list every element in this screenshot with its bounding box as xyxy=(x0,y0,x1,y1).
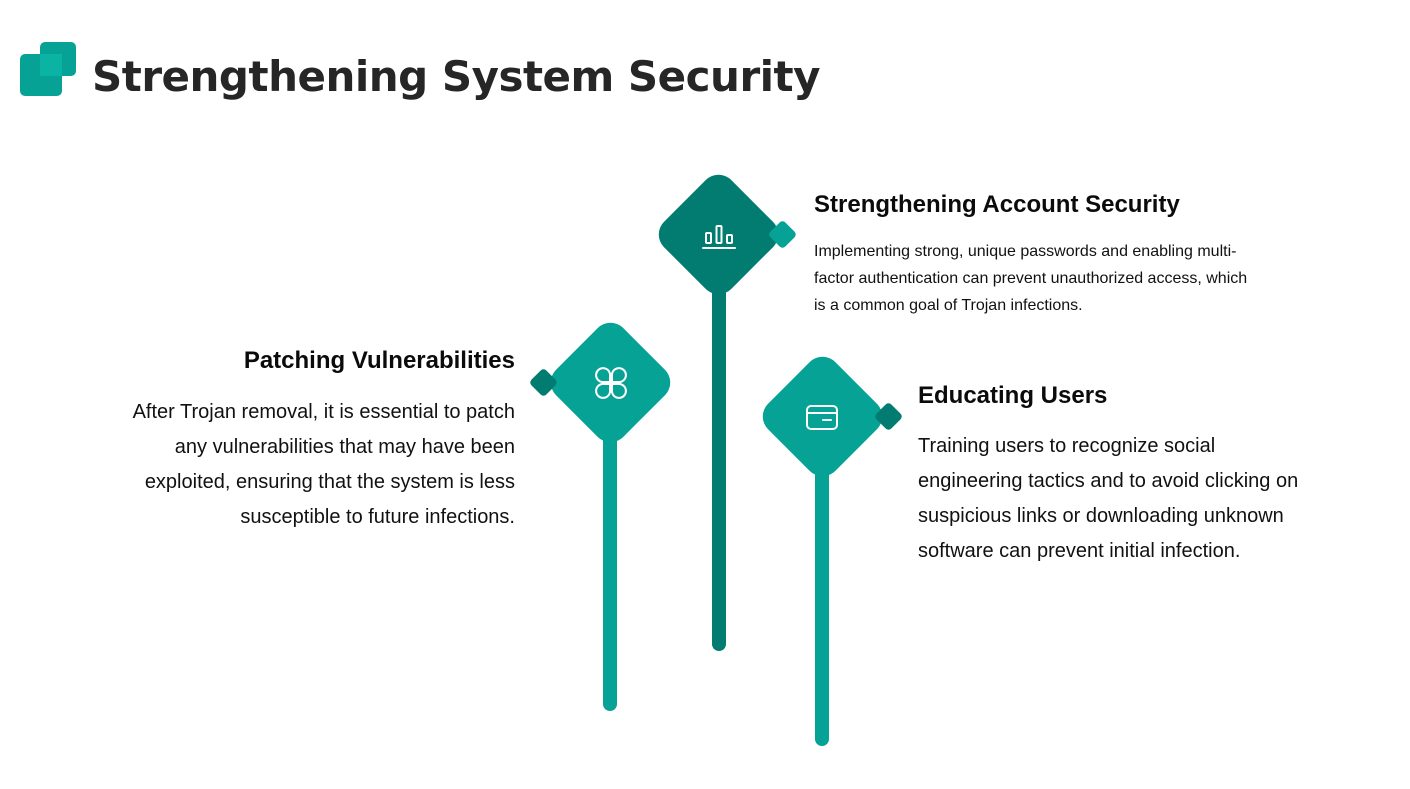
clover-icon xyxy=(592,364,630,402)
description-educating-users: Training users to recognize social engineering tactics and to avoid clicking on suspicious links or downloading unknown software can prevent initial infection. xyxy=(918,435,1299,562)
page-title: Strengthening System Security xyxy=(92,52,821,101)
stem-account-security xyxy=(712,240,726,651)
description-account-security: Implementing strong, unique passwords and enabling multi- factor authentication can prevent unauthorized access, which is a common goal of Trojan infections. xyxy=(814,243,1248,314)
card-icon xyxy=(803,398,841,436)
heading-account-security: Strengthening Account Security xyxy=(814,191,1180,218)
heading-patching-vulnerabilities: Patching Vulnerabilities xyxy=(243,347,515,374)
overlapping-squares-icon xyxy=(20,42,76,96)
description-patching-vulnerabilities: After Trojan removal, it is essential to patch any vulnerabilities that may have been exploited, ensuring that the system is less susceptible to future infections. xyxy=(132,401,515,528)
heading-educating-users: Educating Users xyxy=(918,382,1108,409)
bar-chart-icon xyxy=(700,216,738,254)
